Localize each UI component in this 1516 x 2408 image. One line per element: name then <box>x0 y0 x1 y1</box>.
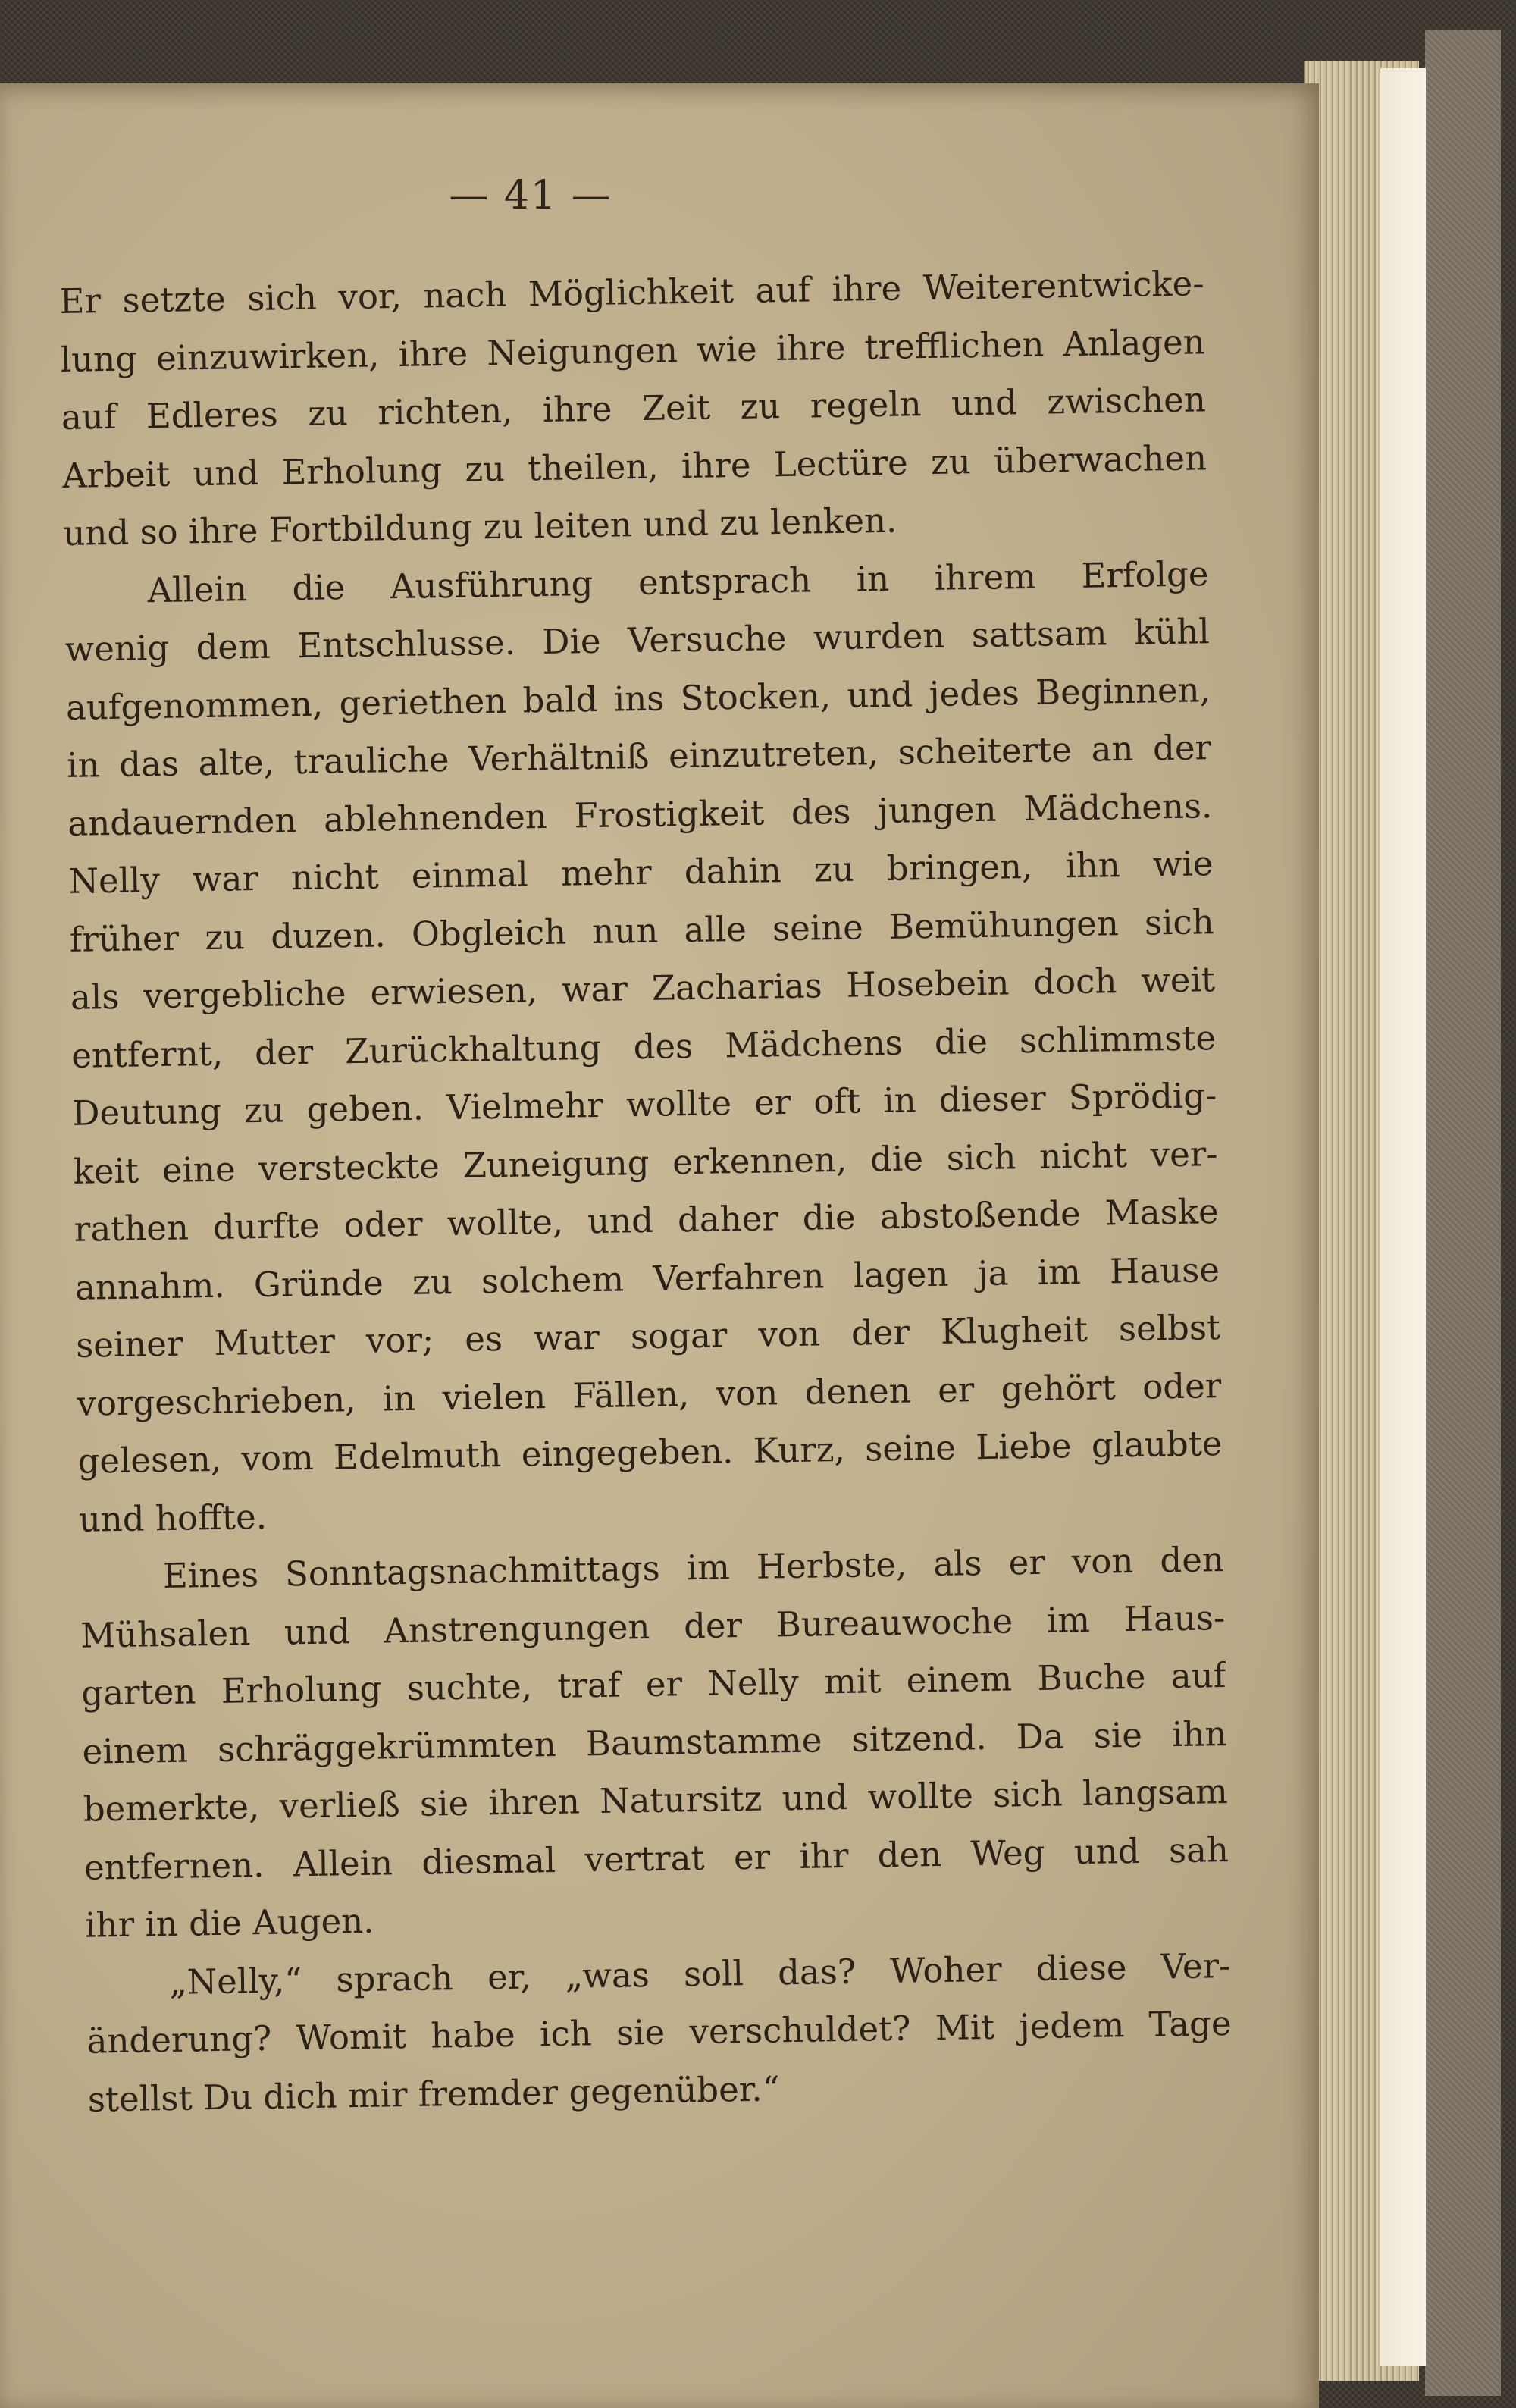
text-line: rathen durfte oder wollte, und daher die abstoßende Maske <box>74 1191 1220 1249</box>
text-line: auf Edleres zu richten, ihre Zeit zu regeln und zwischen <box>61 379 1207 437</box>
text-line: „Nelly,“ sprach er, „was soll das? Woher diese Ver- <box>169 1945 1231 2002</box>
text-line: und so ihre Fortbildung zu leiten und zu lenken. <box>62 500 897 553</box>
book-page <box>0 83 1319 2408</box>
text-line: Nelly war nicht einmal mehr dahin zu bringen, ihn wie <box>68 843 1214 901</box>
text-line: früher zu duzen. Obgleich nun alle seine Bemühungen sich <box>69 901 1215 960</box>
text-line: aufgenommen, geriethen bald ins Stocken, und jedes Beginnen, <box>65 669 1211 728</box>
book-cover-edge <box>1425 30 1501 2396</box>
text-line: stellst Du dich mir fremder gegenüber.“ <box>87 2068 781 2120</box>
text-line: änderung? Womit habe ich sie verschuldet? Mit jedem Tage <box>86 2002 1232 2062</box>
text-line: annahm. Gründe zu solchem Verfahren lagen ja im Hause <box>74 1249 1220 1308</box>
text-line: Mühsalen und Anstrengungen der Bureauwoche im Haus- <box>80 1597 1226 1656</box>
text-line: gelesen, vom Edelmuth eingegeben. Kurz, seine Liebe glaubte <box>77 1423 1223 1481</box>
text-line: andauernden ablehnenden Frostigkeit des jungen Mädchens. <box>67 785 1213 844</box>
text-line: lung einzuwirken, ihre Neigungen wie ihre trefflichen Anlagen <box>60 321 1206 380</box>
text-line: entfernen. Allein diesmal vertrat er ihr den Weg und sah <box>83 1829 1229 1888</box>
text-line: Eines Sonntagsnachmittags im Herbste, als er von den <box>162 1539 1225 1597</box>
text-line: Allein die Ausführung entsprach in ihrem Erfolge <box>147 553 1209 610</box>
page-text-block <box>59 255 1233 2128</box>
text-line: Er setzte sich vor, nach Möglichkeit auf ihre Weiterentwicke- <box>59 263 1204 321</box>
page-number: — 41 — <box>449 173 612 218</box>
text-line: Arbeit und Erholung zu theilen, ihre Lectüre zu überwachen <box>61 437 1207 496</box>
text-line: seiner Mutter vor; es war sogar von der Klugheit selbst <box>75 1307 1221 1365</box>
text-line: Deutung zu geben. Vielmehr wollte er oft in dieser Sprödig- <box>71 1075 1217 1133</box>
text-line: wenig dem Entschlusse. Die Versuche wurden sattsam kühl <box>64 611 1211 669</box>
text-line: entfernt, der Zurückhaltung des Mädchens die schlimmste <box>70 1017 1217 1076</box>
text-line: und hoffte. <box>78 1496 268 1540</box>
text-line: in das alte, trauliche Verhältniß einzutreten, scheiterte an der <box>66 727 1212 785</box>
page-edges-light <box>1380 68 1426 2366</box>
text-line: vorgeschrieben, in vielen Fällen, von denen er gehört oder <box>77 1365 1222 1424</box>
text-line: bemerkte, verließ sie ihren Natursitz und wollte sich langsam <box>83 1771 1229 1830</box>
text-line: ihr in die Augen. <box>84 1900 374 1946</box>
text-line: als vergebliche erwiesen, war Zacharias Hosebein doch weit <box>70 959 1216 1017</box>
text-line: garten Erholung suchte, traf er Nelly mit einem Buche auf <box>81 1655 1226 1714</box>
text-line: einem schräggekrümmten Baumstamme sitzend. Da sie ihn <box>82 1713 1227 1772</box>
text-line: keit eine versteckte Zuneigung erkennen, die sich nicht ver- <box>73 1133 1218 1192</box>
